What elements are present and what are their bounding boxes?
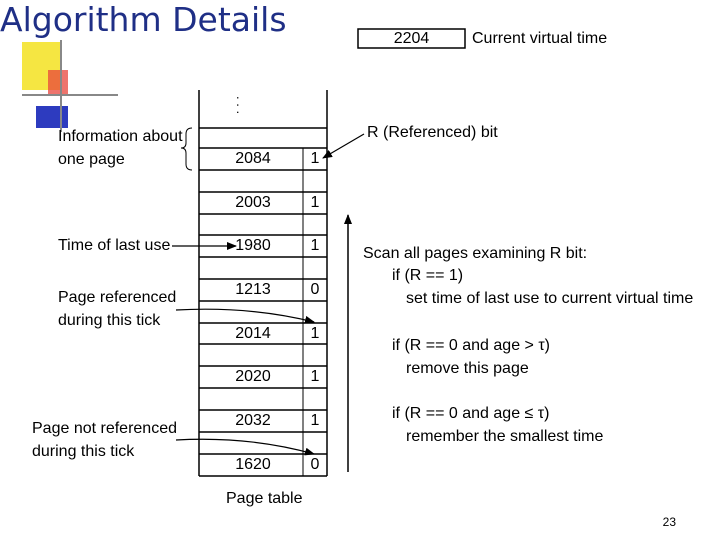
algorithm-case3-condition: if (R == 0 and age ≤ τ) xyxy=(392,405,550,422)
row-bit: 0 xyxy=(310,281,320,298)
page-not-referenced-arrow xyxy=(176,439,314,454)
algorithm-case2-condition: if (R == 0 and age > τ) xyxy=(392,337,550,354)
row-time: 2003 xyxy=(235,194,271,211)
row-time: 2014 xyxy=(235,325,271,342)
row-time: 1213 xyxy=(235,281,271,298)
slide-title: Algorithm Details xyxy=(0,0,287,39)
info-label-line1: Information about xyxy=(58,128,183,145)
row-time: 2020 xyxy=(235,368,271,385)
page-not-referenced-label-line2: during this tick xyxy=(32,443,135,460)
algorithm-case1-action: set time of last use to current virtual time xyxy=(406,290,694,307)
page-referenced-arrow xyxy=(176,309,314,322)
page-referenced-label-line1: Page referenced xyxy=(58,289,177,306)
r-bit-label: R (Referenced) bit xyxy=(367,124,498,141)
info-label-line2: one page xyxy=(58,151,125,168)
table-ellipsis: . . . xyxy=(234,96,249,115)
row-time: 2084 xyxy=(235,150,271,167)
row-bit: 1 xyxy=(310,412,320,429)
table-caption: Page table xyxy=(226,490,303,507)
algorithm-intro: Scan all pages examining R bit: xyxy=(363,245,588,262)
row-bit: 1 xyxy=(310,194,320,211)
algorithm-case1-condition: if (R == 1) xyxy=(392,267,464,284)
row-time: 1980 xyxy=(235,237,271,254)
row-time: 1620 xyxy=(235,456,271,473)
row-bit: 1 xyxy=(310,237,320,254)
clock-value: 2204 xyxy=(393,30,430,47)
row-bit: 0 xyxy=(310,456,320,473)
row-bit: 1 xyxy=(310,368,320,385)
page-not-referenced-label-line1: Page not referenced xyxy=(32,420,177,437)
algorithm-case3-action: remember the smallest time xyxy=(406,428,604,445)
page-referenced-label-line2: during this tick xyxy=(58,312,161,329)
row-bit: 1 xyxy=(310,325,320,342)
r-bit-arrow xyxy=(323,134,364,158)
time-of-last-use-label: Time of last use xyxy=(58,237,171,254)
clock-label: Current virtual time xyxy=(472,30,608,47)
page-number: 23 xyxy=(662,515,676,529)
row-bit: 1 xyxy=(310,150,320,167)
algorithm-case2-action: remove this page xyxy=(406,360,529,377)
row-time: 2032 xyxy=(235,412,271,429)
